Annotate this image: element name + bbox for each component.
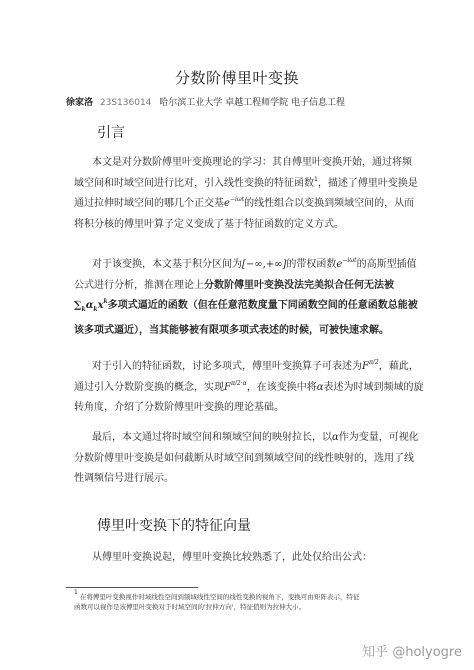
math-alpha: α bbox=[332, 432, 339, 443]
text-fragment: ，在该变换中将 bbox=[246, 381, 317, 393]
text-line: 将积分核的傅里叶算子定义变成了基于特征函数的定义方式。 bbox=[74, 218, 344, 230]
author-affiliation: 哈尔滨工业大学 卓越工程师学院 电子信息工程 bbox=[159, 98, 346, 108]
paragraph-3 bbox=[74, 357, 424, 419]
text-line bbox=[74, 276, 410, 297]
section-heading-intro: 引言 bbox=[97, 125, 125, 141]
text-fragment: ，藉此， bbox=[378, 361, 419, 372]
math-sum: ∑ bbox=[74, 300, 82, 311]
text-fragment: 的线性组合以变换到频域空间的，从而 bbox=[244, 198, 415, 209]
text-fragment: 作为变量，可视化 bbox=[338, 432, 419, 443]
student-id: 23S136014 bbox=[99, 98, 152, 108]
text-fragment: 域空间和时域空间进行比对，引入线性变换的特征函数 bbox=[74, 177, 314, 189]
bold-text: 多项式逼近的函数（但在任意范数度量下同函数空间的任意函数总能被 bbox=[107, 300, 418, 311]
bold-text: 分数阶傅里叶变换没法完美拟合任何无法被 bbox=[204, 279, 394, 291]
text-fragment: 对于引入的特征函数，讨论多项式，傅里叶变换算子可表述为 bbox=[92, 361, 362, 372]
footnote-line bbox=[74, 589, 410, 602]
footnote-line: 函数可以视作是该傅里叶变换对于时域空间的'拉伸方向'，特征值则为拉伸大小。 bbox=[74, 603, 306, 611]
text-line bbox=[74, 378, 424, 399]
paragraph-1 bbox=[74, 153, 418, 235]
text-fragment: 公式进行分析，推测在理论上 bbox=[74, 279, 204, 291]
text-line bbox=[74, 357, 419, 378]
text-fragment: 最后，本文通过将时域空间和频域空间的映射拉长，以 bbox=[92, 432, 332, 443]
bold-text: ，当其能够被有限项多项式表述的时候，可被快速求解。 bbox=[139, 324, 389, 336]
author-name: 徐家洛 bbox=[66, 98, 94, 108]
paragraph-2 bbox=[74, 255, 418, 341]
paragraph-4 bbox=[74, 428, 419, 490]
author-line bbox=[66, 95, 345, 108]
footnote bbox=[74, 589, 410, 612]
text-line bbox=[74, 296, 418, 321]
text-line bbox=[74, 428, 419, 449]
text-fragment: 表述为时域到频域的旋 bbox=[323, 381, 424, 393]
text-line: 从傅里叶变换说起，傅里叶变换比较熟悉了，此处仅给出公式： bbox=[92, 552, 372, 563]
math-x: x bbox=[97, 300, 104, 311]
footnote-divider bbox=[66, 587, 198, 588]
math-interval: [−∞,+∞] bbox=[242, 259, 287, 270]
math-exponent: π/2 bbox=[368, 359, 379, 366]
footnote-ref: 1 bbox=[314, 175, 318, 183]
math-subscript: k bbox=[93, 306, 98, 313]
text-line: 本文是对分数阶傅里叶变换理论的学习：其自傅里叶变换开始，通过将频 bbox=[92, 157, 412, 168]
math-exponent: −iωt bbox=[342, 257, 357, 264]
text-fragment: 通过拉伸时域空间的哪几个正交基 bbox=[74, 198, 224, 209]
text-fragment: 在将傅里叶变换视作时域线性空间到频域线性空间的线性变换的视角下，变换可由矩阵表示，特征 bbox=[79, 593, 360, 601]
text-line: 性调频信号进行展示。 bbox=[74, 473, 174, 484]
math-exponential: e bbox=[224, 198, 230, 209]
section-heading-eigenvectors: 傅里叶变换下的特征向量 bbox=[97, 518, 251, 534]
math-fourier-operator: F bbox=[224, 381, 231, 393]
math-fourier-operator: F bbox=[362, 361, 369, 372]
text-fragment: 通过引入分数阶变换的概念，实现 bbox=[74, 381, 224, 393]
math-exponent: π/2·α bbox=[230, 379, 247, 387]
text-fragment: 的高斯型插值 bbox=[356, 259, 417, 270]
math-exponential: e bbox=[336, 259, 343, 270]
math-exponent: −iωt bbox=[229, 196, 245, 203]
text-line bbox=[74, 321, 410, 342]
text-line: 分数阶傅里叶变换是如何截断从时域空间到频域空间的线性映射的，选用了线 bbox=[74, 452, 414, 464]
text-line bbox=[74, 194, 415, 215]
document-title: 分数阶傅里叶变换 bbox=[174, 69, 299, 87]
text-fragment: 的带权函数 bbox=[286, 259, 337, 270]
math-subscript: k bbox=[81, 306, 86, 313]
math-alpha: α bbox=[316, 381, 324, 393]
bold-text: 该多项式逼近） bbox=[74, 324, 139, 336]
text-fragment: ，描述了傅里叶变换是 bbox=[317, 177, 418, 189]
text-line bbox=[74, 255, 417, 276]
watermark: 知乎 @holyogre bbox=[362, 645, 462, 660]
math-exponent: k bbox=[103, 298, 108, 305]
text-line: 转角度，介绍了分数阶傅里叶变换的理论基础。 bbox=[74, 402, 284, 413]
math-alpha: α bbox=[85, 300, 94, 311]
paragraph-5 bbox=[74, 548, 410, 569]
text-line bbox=[74, 174, 418, 195]
footnote-mark: 1 bbox=[74, 589, 78, 596]
text-fragment: 对于该变换，本文基于积分区间为 bbox=[92, 259, 242, 270]
